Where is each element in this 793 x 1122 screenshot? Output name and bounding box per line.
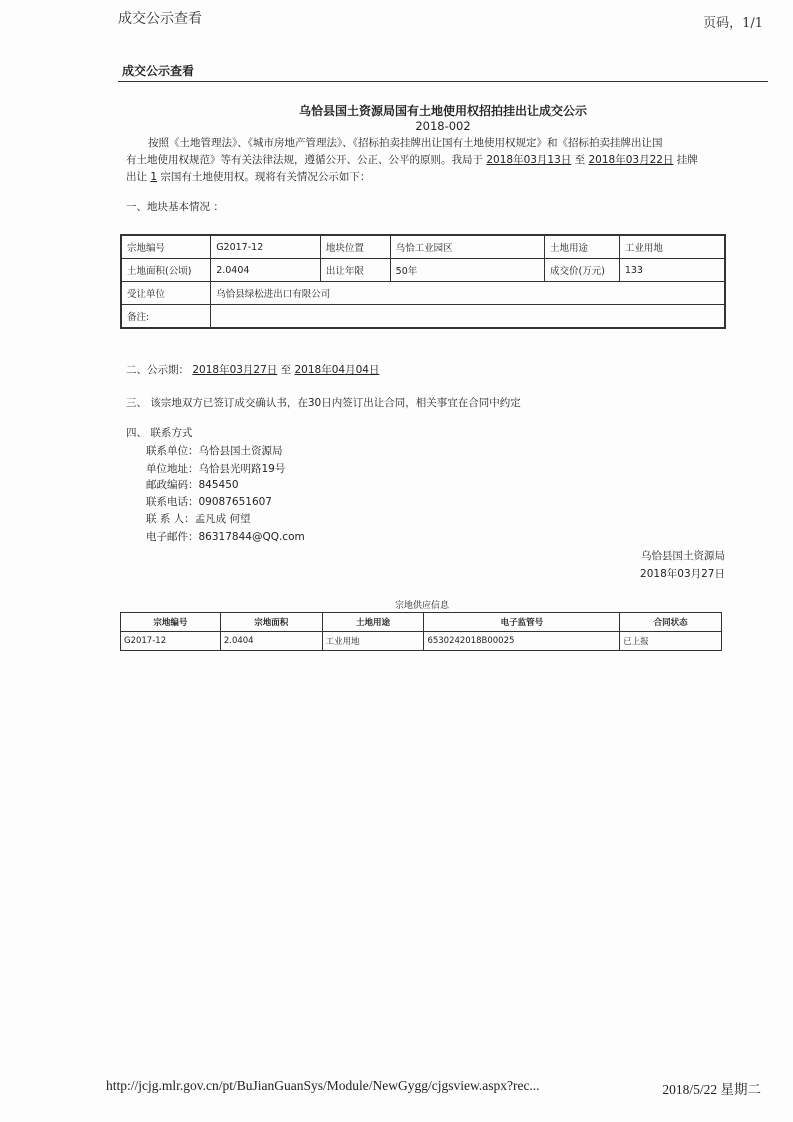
value-area: 2.0404 bbox=[211, 259, 321, 282]
document-title: 乌恰县国土资源局国有土地使用权招拍挂出让成交公示 bbox=[298, 104, 587, 118]
value-price: 133 bbox=[619, 259, 725, 282]
label-transferee: 受让单位 bbox=[121, 282, 211, 305]
footer-date: 2018/5/22 星期二 bbox=[662, 1082, 761, 1097]
print-header-title: 成交公示查看 bbox=[118, 11, 202, 27]
contact-value: 孟凡成 何望 bbox=[194, 513, 251, 525]
contact-phone bbox=[146, 494, 272, 509]
contact-label: 联系单位： bbox=[146, 445, 199, 457]
publicity-start: 2018年03月27日 bbox=[192, 364, 278, 376]
print-header-page: 页码，1/1 bbox=[703, 16, 763, 31]
intro-line-3a: 出让 bbox=[126, 171, 147, 183]
signature-date: 2018年03月27日 bbox=[640, 568, 725, 580]
intro-paragraph bbox=[126, 135, 726, 186]
contact-email bbox=[146, 529, 305, 544]
document-number: 2018-002 bbox=[415, 119, 471, 133]
intro-listing: 挂牌 bbox=[676, 154, 698, 166]
col-header: 土地用途 bbox=[322, 613, 424, 632]
table-row bbox=[121, 282, 725, 305]
cell-parcel-no: G2017-12 bbox=[121, 632, 221, 651]
value-parcel-no: G2017-12 bbox=[211, 235, 321, 259]
contact-address bbox=[146, 461, 285, 476]
cell-supervision-no: 6530242018B00025 bbox=[424, 632, 620, 651]
table-row bbox=[121, 305, 725, 329]
contact-value: 86317844@QQ.com bbox=[198, 531, 305, 543]
footer-url: http://jcjg.mlr.gov.cn/pt/BuJianGuanSys/Module/NewGygg/cjgsview.aspx?rec... bbox=[106, 1078, 540, 1093]
parcel-info-table bbox=[120, 234, 726, 329]
label-remarks: 备注: bbox=[121, 305, 211, 329]
publicity-end: 2018年04月04日 bbox=[294, 364, 380, 376]
label-parcel-no: 宗地编号 bbox=[121, 235, 211, 259]
section-1-heading: 一、地块基本情况 ： bbox=[126, 201, 224, 213]
label-area: 土地面积(公顷) bbox=[121, 259, 211, 282]
intro-line-1: 按照《土地管理法》、《城市房地产管理法》、《招标拍卖挂牌出让国有土地使用权规定》和《招标拍卖挂牌出让国 bbox=[148, 137, 663, 149]
table-row bbox=[121, 235, 725, 259]
contact-person bbox=[146, 511, 251, 526]
contact-label: 邮政编码： bbox=[146, 479, 199, 491]
value-land-use: 工业用地 bbox=[619, 235, 725, 259]
col-header: 合同状态 bbox=[620, 613, 722, 632]
contact-value: 乌恰县光明路19号 bbox=[198, 463, 286, 475]
parcel-count: 1 bbox=[150, 171, 158, 183]
value-location: 乌恰工业园区 bbox=[390, 235, 544, 259]
label-land-use: 土地用途 bbox=[545, 235, 620, 259]
label-price: 成交价(万元) bbox=[545, 259, 620, 282]
contact-value: 09087651607 bbox=[198, 496, 272, 508]
publicity-period bbox=[126, 362, 379, 377]
section-4-heading: 四、 联系方式 bbox=[126, 427, 193, 439]
col-header: 宗地编号 bbox=[121, 613, 221, 632]
value-remarks bbox=[211, 305, 725, 329]
intro-to: 至 bbox=[574, 154, 586, 166]
contact-label: 联 系 人： bbox=[146, 513, 195, 525]
table-header-row bbox=[121, 613, 722, 632]
col-header: 宗地面积 bbox=[220, 613, 322, 632]
listing-end-date: 2018年03月22日 bbox=[588, 154, 674, 166]
listing-start-date: 2018年03月13日 bbox=[486, 154, 572, 166]
table-row bbox=[121, 632, 722, 651]
cell-area: 2.0404 bbox=[220, 632, 322, 651]
contact-value: 乌恰县国土资源局 bbox=[198, 445, 283, 457]
supply-table bbox=[120, 612, 722, 651]
intro-line-2: 有土地使用权规范》等有关法律法规，遵循公开、公正、公平的原则。我局于 bbox=[126, 154, 483, 166]
table-row bbox=[121, 259, 725, 282]
section-divider bbox=[118, 81, 768, 82]
contact-postcode bbox=[146, 477, 239, 492]
contact-label: 联系电话： bbox=[146, 496, 199, 508]
section-3-text: 三、 该宗地双方已签订成交确认书，在30日内签订出让合同，相关事宜在合同中约定 bbox=[126, 397, 521, 409]
label-location: 地块位置 bbox=[320, 235, 390, 259]
col-header: 电子监管号 bbox=[424, 613, 620, 632]
contact-label: 单位地址： bbox=[146, 463, 199, 475]
value-transferee: 乌恰县绿松进出口有限公司 bbox=[211, 282, 725, 305]
signature-org: 乌恰县国土资源局 bbox=[641, 550, 725, 562]
section-title: 成交公示查看 bbox=[122, 64, 195, 78]
value-term: 50年 bbox=[390, 259, 544, 282]
supply-caption: 宗地供应信息 bbox=[394, 601, 449, 611]
contact-label: 电子邮件： bbox=[146, 531, 199, 543]
publicity-label: 二、公示期： bbox=[126, 364, 189, 376]
contact-unit bbox=[146, 443, 283, 458]
label-term: 出让年限 bbox=[320, 259, 390, 282]
cell-land-use: 工业用地 bbox=[322, 632, 424, 651]
contact-value: 845450 bbox=[198, 479, 239, 491]
publicity-to: 至 bbox=[280, 364, 292, 376]
cell-contract-status: 已上报 bbox=[620, 632, 722, 651]
intro-line-3b: 宗国有土地使用权。现将有关情况公示如下： bbox=[160, 171, 371, 183]
